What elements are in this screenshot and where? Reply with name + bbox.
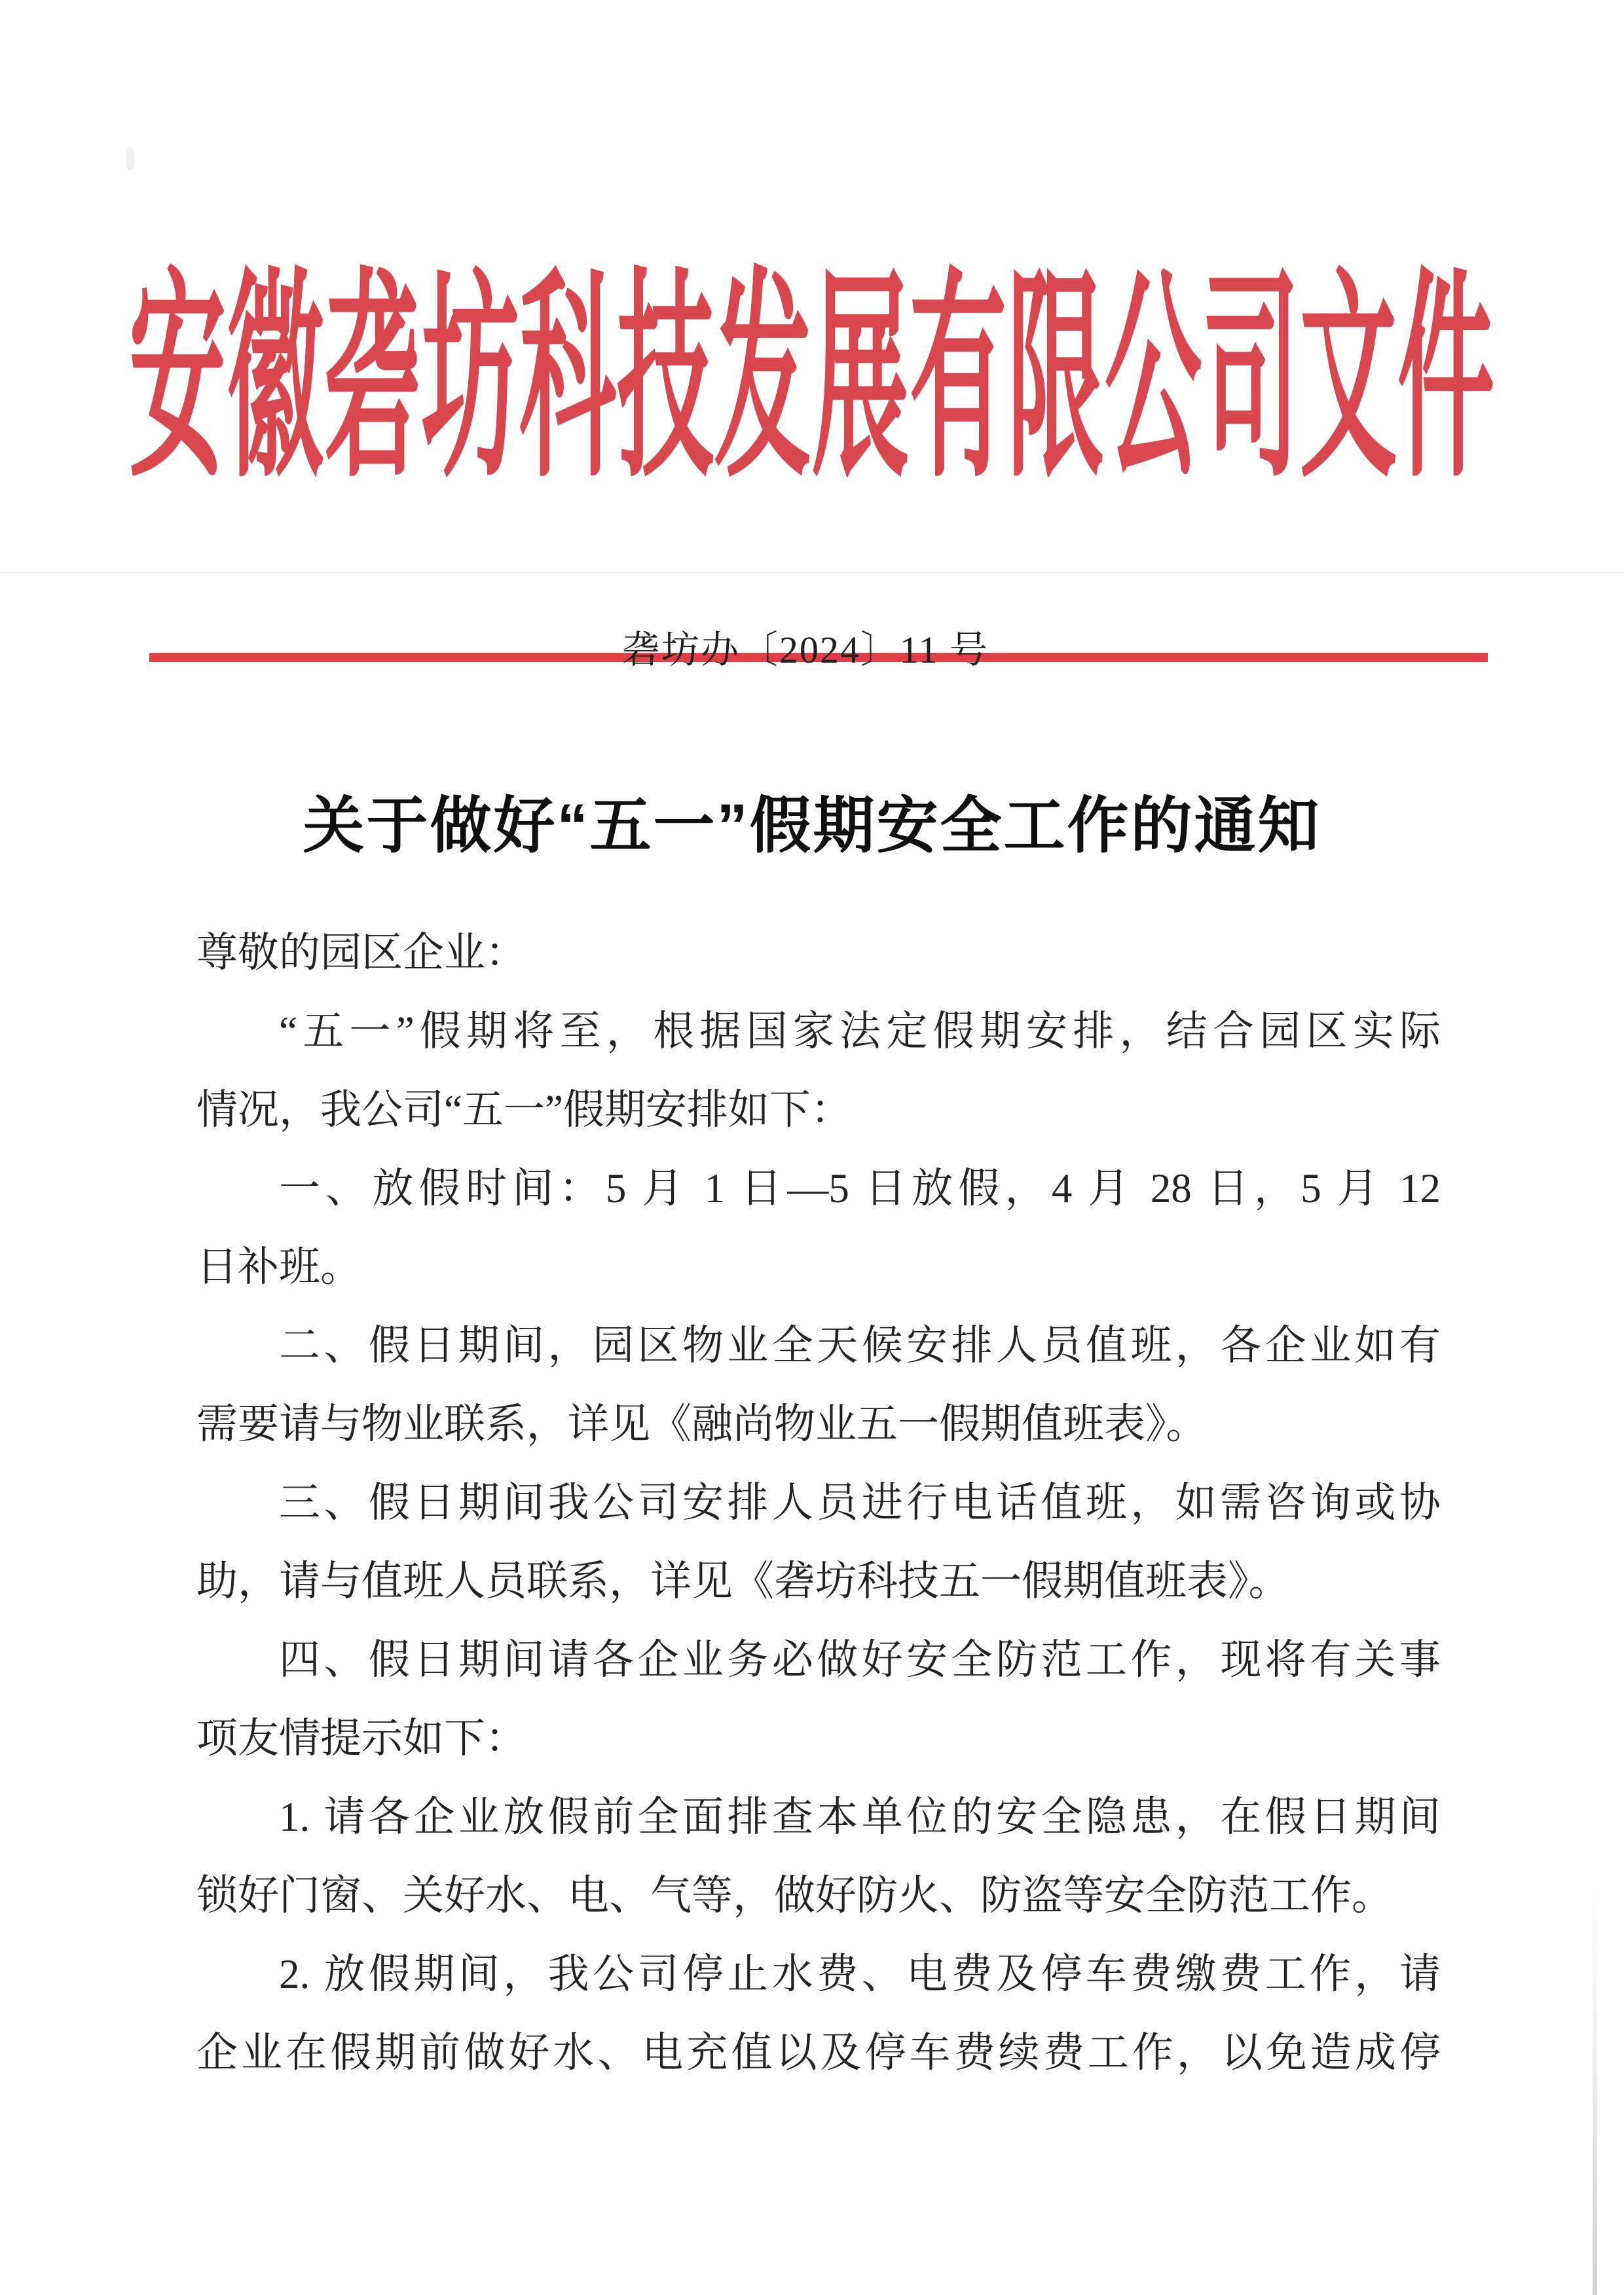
body-line: 企业在假期前做好水、电充值以及停车费续费工作，以免造成停 xyxy=(196,2030,1441,2076)
body-line: 项友情提示如下： xyxy=(196,1716,526,1761)
scan-artifact-edge xyxy=(1593,1886,1597,2295)
body-line: 助，请与值班人员联系，详见《砻坊科技五一假期值班表》。 xyxy=(196,1558,1290,1604)
body-line: 四、假日期间请各企业务必做好安全防范工作，现将有关事 xyxy=(279,1637,1441,1683)
document-title: 关于做好“五一”假期安全工作的通知 xyxy=(303,791,1321,860)
body-line: 情况，我公司“五一”假期安排如下： xyxy=(196,1087,852,1133)
document-number: 砻坊办〔2024〕11 号 xyxy=(621,629,989,671)
body-line: 二、假日期间，园区物业全天候安排人员值班，各企业如有 xyxy=(279,1323,1441,1368)
body-line: 2. 放假期间，我公司停止水费、电费及停车费缴费工作，请 xyxy=(279,1951,1441,1997)
body-line: 1. 请各企业放假前全面排查本单位的安全隐患，在假日期间 xyxy=(279,1794,1441,1840)
scan-artifact-speck xyxy=(126,147,135,170)
company-letterhead-banner xyxy=(111,248,1513,505)
body-line: 三、假日期间我公司安排人员进行电话值班，如需咨询或协 xyxy=(279,1480,1441,1526)
document-body xyxy=(196,913,1441,2092)
company-letterhead-text: 安徽砻坊科技发展有限公司文件 xyxy=(129,257,1495,505)
body-line: 需要请与物业联系，详见《融尚物业五一假期值班表》。 xyxy=(196,1401,1208,1447)
body-line: 尊敬的园区企业： xyxy=(196,930,526,976)
body-line: 日补班。 xyxy=(196,1244,361,1290)
scan-artifact-band xyxy=(0,572,1624,574)
body-line: 一、放假时间：5 月 1 日—5 日放假，4 月 28 日，5 月 12 xyxy=(279,1166,1441,1211)
body-line: 锁好门窗、关好水、电、气等，做好防火、防盗等安全防范工作。 xyxy=(196,1873,1393,1919)
body-line: “五一”假期将至，根据国家法定假期安排，结合园区实际 xyxy=(279,1008,1441,1054)
